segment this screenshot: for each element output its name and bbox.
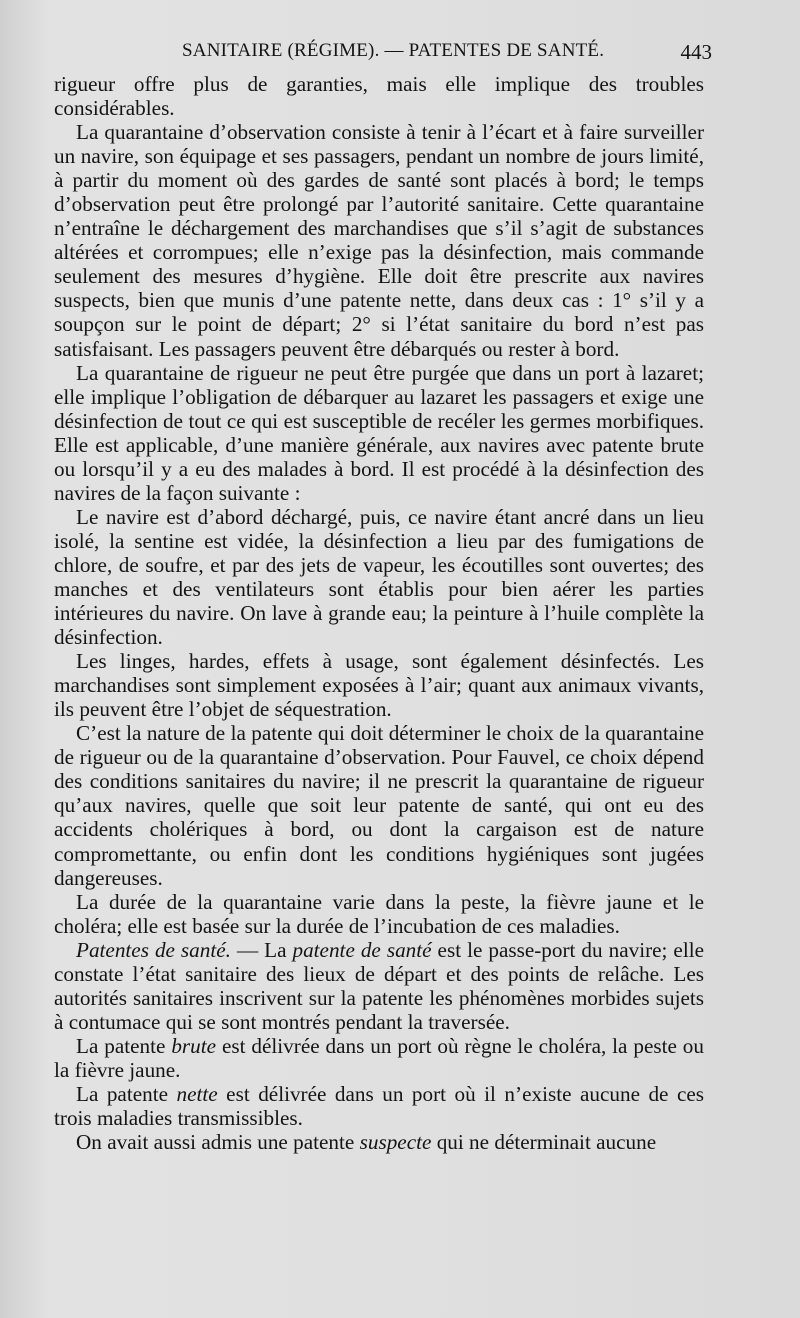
paragraph-11-text-1: On avait aussi admis une patente: [76, 1130, 360, 1155]
paragraph-4: Le navire est d’abord déchargé, puis, ce navire étant ancré dans un lieu isolé, la sentine est vidée, la désinfection a lieu par des fumigations de chlore, de soufre, et par des jets de vapeur, les écoutilles sont ouvertes; des manches et des ventilateurs sont établis pour bien aérer les parties intérieures du navire. On lave à grande eau; la peinture à l’huile complète la désinfection.: [54, 504, 704, 650]
paragraph-8: [54, 938, 704, 1034]
running-title: SANITAIRE (RÉGIME). — PATENTES DE SANTÉ.: [182, 40, 605, 61]
paragraph-8-italic: patente de santé: [292, 937, 432, 962]
paragraph-10-text-2: est délivrée dans un port où il n’existe aucune de ces trois maladies transmissibles.: [54, 1081, 704, 1131]
paragraph-10: [54, 1082, 704, 1130]
paragraph-9-italic: brute: [171, 1033, 217, 1058]
paragraph-11-italic: suspecte: [359, 1130, 432, 1155]
paragraph-8-text-2: est le passe-port du navire; elle constate l’état sanitaire des lieux de départ et des points de relâche. Les autorités sanitaires inscrivent sur la patente les phénomènes morbides sujets à contumace qui se sont montrés pendant la traversée.: [54, 937, 705, 1034]
paragraph-3: La quarantaine de rigueur ne peut être purgée que dans un port à lazaret; elle implique l’obligation de débarquer au lazaret les passagers et exige une désinfection de tout ce qui est susceptible de recéler les germes morbifiques. Elle est applicable, d’une manière générale, aux navires avec patente brute ou lorsqu’il y a eu des malades à bord. Il est procédé à la désinfection des navires de la façon suivante :: [54, 360, 704, 505]
paragraph-2: La quarantaine d’observation consiste à tenir à l’écart et à faire surveiller un navire, son équipage et ses passagers, pendant un nombre de jours limité, à partir du moment où des gardes de santé sont placés à bord; le temps d’observation peut être prolongé par l’autorité sanitaire. Cette quarantaine n’entraîne le déchargement des marchandises que s’il s’agit de substances altérées et corrompues; elle n’exige pas la désinfection, mais commande seulement des mesures d’hygiène. Elle doit être prescrite aux navires suspects, bien que munis d’une patente nette, dans deux cas : 1° s’il y a soupçon sur le point de départ; 2° si l’état sanitaire du bord n’est pas satisfaisant. Les passagers peuvent être débarqués ou rester à bord.: [54, 120, 704, 361]
paragraph-5: Les linges, hardes, effets à usage, sont également désinfectés. Les marchandises sont simplement exposées à l’air; quant aux animaux vivants, ils peuvent être l’objet de séquestration.: [54, 649, 704, 722]
page-number: 443: [680, 40, 712, 64]
paragraph-1: rigueur offre plus de garanties, mais elle implique des troubles considérables.: [54, 72, 704, 121]
paragraph-7: La durée de la quarantaine varie dans la peste, la fièvre jaune et le choléra; elle est basée sur la durée de l’incubation de ces maladies.: [54, 889, 704, 938]
paragraph-11: [54, 1130, 704, 1154]
paragraph-9-text-2: est délivrée dans un port où règne le choléra, la peste ou la fièvre jaune.: [54, 1033, 704, 1082]
paragraph-11-text-2: qui ne déterminait aucune: [431, 1130, 657, 1155]
paragraph-8-text-1: — La: [230, 937, 293, 962]
paragraph-10-italic: nette: [176, 1081, 218, 1106]
paragraph-9-text-1: La patente: [76, 1033, 172, 1058]
paragraph-9: [54, 1034, 704, 1082]
page-header: [54, 40, 712, 70]
body-text: [54, 72, 704, 1154]
paragraph-6: C’est la nature de la patente qui doit déterminer le choix de la quarantaine de rigueur ou de la quarantaine d’observation. Pour Fauvel, ce choix dépend des conditions sanitaires du navire; il ne prescrit la quarantaine de rigueur qu’aux navires, quelle que soit leur patente de santé, qui ont eu des accidents cholériques à bord, ou dont la cargaison est de nature compromettante, ou enfin dont les conditions hygiéniques sont jugées dangereuses.: [54, 721, 704, 890]
paragraph-10-text-1: La patente: [76, 1081, 177, 1106]
section-heading: Patentes de santé.: [76, 937, 231, 962]
